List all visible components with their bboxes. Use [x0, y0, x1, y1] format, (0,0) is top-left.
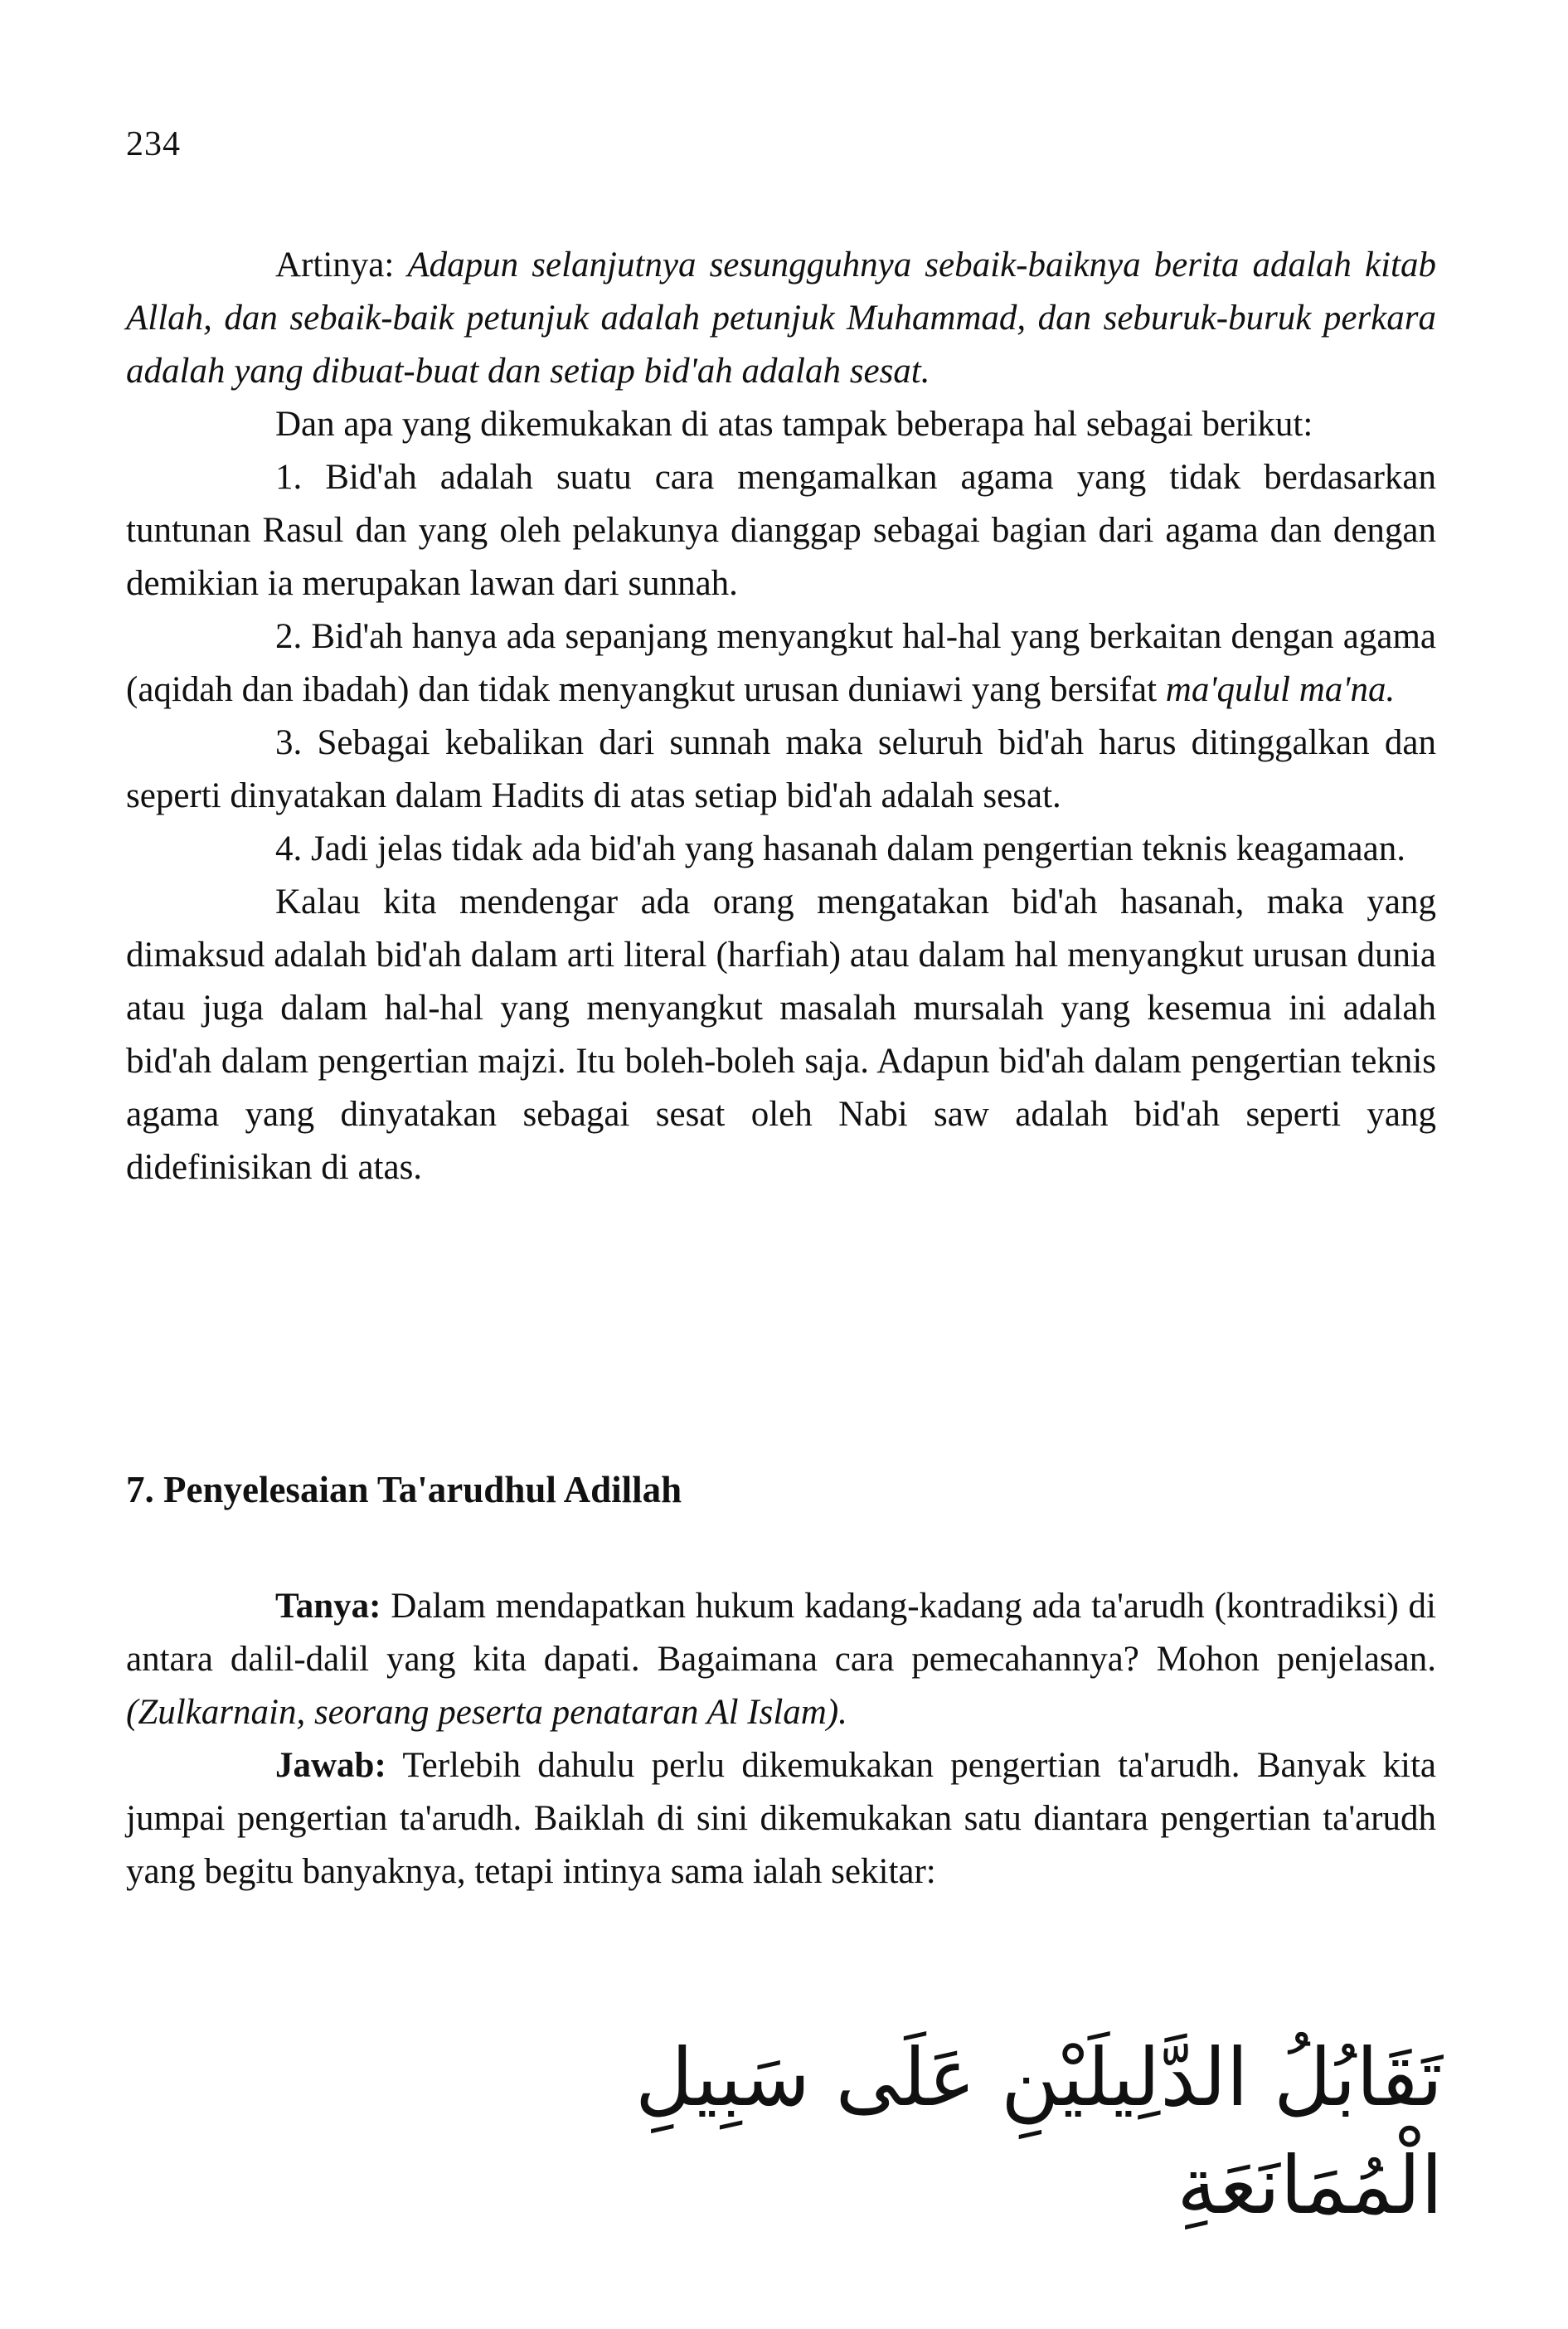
tanya-text: Dalam mendapatkan hukum kadang-kadang ada ta'arudh (kontradiksi) di antara dalil-dalil yang kita dapati. Bagaimana cara pemecahannya? Mohon penjelasan.: [126, 1587, 1436, 1679]
artinya-paragraph: [126, 239, 1436, 398]
point-4: 4. Jadi jelas tidak ada bid'ah yang hasanah dalam pengertian teknis keagamaan.: [275, 829, 1405, 868]
point-2-italic: ma'qulul ma'na.: [1165, 670, 1396, 709]
tanya-paragraph: [126, 1580, 1436, 1739]
summary-paragraph: Dan apa yang dikemukakan di atas tampak beberapa hal sebagai berikut:: [275, 405, 1313, 444]
arabic-definition: تَقَابُلُ الدَّلِيلَيْنِ عَلَى سَبِيلِ الْمُمَانَعَةِ: [634, 2031, 1443, 2232]
closing-paragraph: Kalau kita mendengar ada orang mengatakan bid'ah hasanah, maka yang dimaksud adalah bid'ah dalam arti literal (harfiah) atau dalam hal menyangkut urusan dunia atau juga dalam hal-hal yang menyangkut masalah mursalah yang kesemua ini adalah bid'ah dalam pengertian majzi. Itu boleh-boleh saja. Adapun bid'ah dalam pengertian teknis agama yang dinyatakan sebagai sesat oleh Nabi saw adalah bid'ah seperti yang didefinisikan di atas.: [126, 882, 1436, 1187]
artinya-translation: Adapun selanjutnya sesungguhnya sebaik-baiknya berita adalah kitab Allah, dan sebaik-baik petunjuk adalah petunjuk Muhammad, dan seburuk-buruk perkara adalah yang dibuat-buat dan setiap bid'ah adalah sesat.: [126, 246, 1436, 391]
jawab-label: Jawab:: [275, 1746, 386, 1785]
point-2: [126, 610, 1436, 717]
point-3: 3. Sebagai kebalikan dari sunnah maka seluruh bid'ah harus ditinggalkan dan seperti dinyatakan dalam Hadits di atas setiap bid'ah adalah sesat.: [126, 723, 1436, 815]
jawab-paragraph: [126, 1739, 1436, 1899]
intro-block: [126, 239, 1436, 1194]
page-number: 234: [126, 125, 181, 163]
jawab-text: Terlebih dahulu perlu dikemukakan pengertian ta'arudh. Banyak kita jumpai pengertian ta'arudh. Baiklah di sini dikemukakan satu diantara pengertian ta'arudh yang begitu banyaknya, tetapi intinya sama ialah sekitar:: [126, 1746, 1436, 1891]
tanya-label: Tanya:: [275, 1587, 381, 1626]
artinya-label: Artinya:: [275, 246, 408, 284]
qa-block: [126, 1580, 1436, 1899]
point-1: 1. Bid'ah adalah suatu cara mengamalkan agama yang tidak berdasarkan tuntunan Rasul dan yang oleh pelakunya dianggap sebagai bagian dari agama dan dengan demikian ia merupakan lawan dari sunnah.: [126, 458, 1436, 603]
section-heading: 7. Penyelesaian Ta'arudhul Adillah: [126, 1469, 682, 1510]
tanya-source: (Zulkarnain, seorang peserta penataran Al Islam).: [126, 1693, 847, 1732]
point-2-text: 2. Bid'ah hanya ada sepanjang menyangkut hal-hal yang berkaitan dengan agama (aqidah dan ibadah) dan tidak menyangkut urusan duniawi yang bersifat: [126, 617, 1436, 709]
